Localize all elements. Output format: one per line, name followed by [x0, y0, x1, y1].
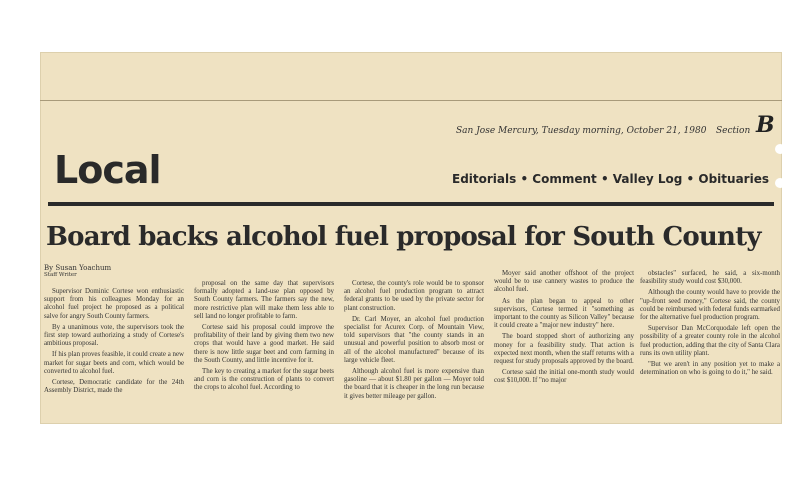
- masthead-rule: [48, 202, 774, 206]
- paragraph: proposal on the same day that supervisors formally adopted a land-use plan opposed by South County farmers. The farmers say the new, more restrictive plan will make them less able to sell land no longer profitable to farm.: [194, 280, 334, 320]
- paragraph: Although alcohol fuel is more expensive than gasoline — about $1.80 per gallon — Moyer told the board that it is cheaper in the long run because it gives better mileage per gallon.: [344, 368, 484, 400]
- article-column-4: [494, 270, 634, 389]
- punch-hole: [775, 178, 782, 188]
- paragraph: Supervisor Dan McCorquodale left open the possibility of a greater county role in the alcohol fuel production, adding that the city of Santa Clara runs its own utility plant.: [640, 325, 780, 357]
- paragraph: The board stopped short of authorizing any money for a feasibility study. That action is expected next month, when the staff returns with a request for study proposals approved by the board.: [494, 333, 634, 366]
- section-label: Section: [716, 126, 751, 136]
- paragraph: Supervisor Dominic Cortese won enthusiastic support from his colleagues Monday for an alcohol fuel project he proposed as a political salve for angry South County farmers.: [44, 288, 184, 320]
- top-rule: [40, 100, 782, 101]
- article-column-3: [344, 280, 484, 404]
- headline: Board backs alcohol fuel proposal for South County: [46, 222, 761, 252]
- byline: By Susan Yoachum: [44, 264, 112, 272]
- byline-title: Staff Writer: [44, 272, 77, 278]
- paragraph: Dr. Carl Moyer, an alcohol fuel production specialist for Acurex Corp. of Mountain View, told supervisors that "the county stands in an unusual and powerful position to absorb most or all of the alcohol manufactured" because of its large vehicle fleet.: [344, 315, 484, 364]
- paragraph: Cortese said the initial one-month study would cost $10,000. If "no major: [494, 369, 634, 385]
- section-letter: B: [756, 112, 775, 138]
- paragraph: Cortese, the county's role would be to sponsor an alcohol fuel production program to attract federal grants to be used by the private sector for plant construction.: [344, 280, 484, 312]
- article-column-2: [194, 280, 334, 396]
- paragraph: By a unanimous vote, the supervisors took the first step toward authorizing a study of Cortese's ambitious proposal.: [44, 323, 184, 348]
- paragraph: Although the county would have to provide the "up-front seed money," Cortese said, the county could be reimbursed with federal funds earmarked for the alternative fuel production program.: [640, 289, 780, 322]
- paragraph: Moyer said another offshoot of the project would be to use cannery wastes to produce the alcohol fuel.: [494, 270, 634, 294]
- article-column-5: [640, 270, 780, 380]
- paragraph: If his plan proves feasible, it could create a new market for sugar beets and corn, which would be converted to alcohol fuel.: [44, 351, 184, 375]
- punch-hole: [775, 144, 782, 154]
- paragraph: obstacles" surfaced, he said, a six-month feasibility study would cost $30,000.: [640, 270, 780, 286]
- article-column-1: [44, 288, 184, 398]
- paragraph: As the plan began to appeal to other supervisors, Cortese termed it "something as important to the county as Silicon Valley" because it could create a "major new industry" here.: [494, 297, 634, 330]
- masthead: Local: [54, 148, 161, 192]
- dateline: San Jose Mercury, Tuesday morning, October 21, 1980: [456, 126, 707, 136]
- paragraph: Cortese said his proposal could improve the profitability of their land by giving them two new crops that would have a good market. He said there is now little sugar beet and corn farming in the South County, and little incentive for it.: [194, 324, 334, 364]
- newspaper-clipping: [40, 52, 782, 424]
- section-nav: Editorials • Comment • Valley Log • Obituaries: [452, 172, 769, 186]
- paragraph: "But we aren't in any position yet to make a determination on who is going to do it," he said.: [640, 361, 780, 377]
- paragraph: The key to creating a market for the sugar beets and corn is the construction of plants to convert the crops to alcohol fuel. According to: [194, 368, 334, 392]
- paragraph: Cortese, Democratic candidate for the 24th Assembly District, made the: [44, 379, 184, 395]
